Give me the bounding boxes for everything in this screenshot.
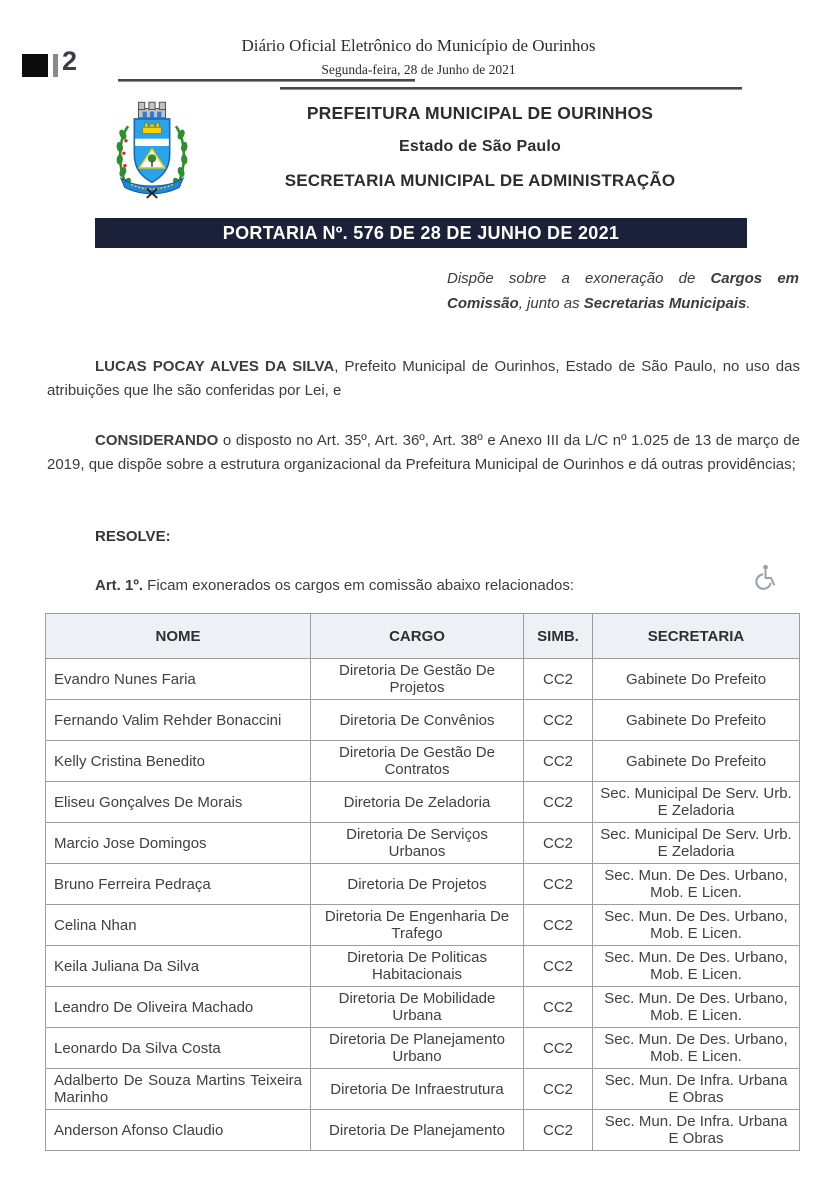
cell-secretaria: Sec. Mun. De Des. Urbano, Mob. E Licen. [593, 987, 800, 1028]
cell-secretaria: Gabinete Do Prefeito [593, 659, 800, 700]
table-row [46, 1110, 800, 1151]
table-row [46, 987, 800, 1028]
cell-simb: CC2 [524, 946, 593, 987]
cell-secretaria: Sec. Mun. De Infra. Urbana E Obras [593, 1069, 800, 1110]
column-header-secretaria: SECRETARIA [593, 614, 800, 659]
gazette-date: Segunda-feira, 28 de Junho de 2021 [321, 62, 516, 77]
considerando-label: CONSIDERANDO [95, 432, 219, 449]
cell-cargo: Diretoria De Gestão De Projetos [311, 659, 524, 700]
masthead-rule-left [118, 79, 415, 82]
article-1-label: Art. 1º. [95, 577, 143, 594]
cell-nome: Leandro De Oliveira Machado [46, 987, 311, 1028]
cell-cargo: Diretoria De Serviços Urbanos [311, 823, 524, 864]
portaria-title-banner: PORTARIA Nº. 576 DE 28 DE JUNHO DE 2021 [95, 218, 747, 248]
cell-simb: CC2 [524, 987, 593, 1028]
cell-secretaria: Sec. Mun. De Des. Urbano, Mob. E Licen. [593, 905, 800, 946]
table-row [46, 905, 800, 946]
cell-simb: CC2 [524, 823, 593, 864]
table-row [46, 741, 800, 782]
cell-simb: CC2 [524, 700, 593, 741]
cell-simb: CC2 [524, 741, 593, 782]
cell-nome: Celina Nhan [46, 905, 311, 946]
cell-nome: Marcio Jose Domingos [46, 823, 311, 864]
table-row [46, 1069, 800, 1110]
cell-secretaria: Sec. Mun. De Infra. Urbana E Obras [593, 1110, 800, 1151]
column-header-nome: NOME [46, 614, 311, 659]
table-row [46, 823, 800, 864]
cell-simb: CC2 [524, 782, 593, 823]
mayor-name: LUCAS POCAY ALVES DA SILVA [95, 358, 335, 375]
ementa-paragraph [447, 266, 799, 316]
cell-cargo: Diretoria De Convênios [311, 700, 524, 741]
cell-cargo: Diretoria De Mobilidade Urbana [311, 987, 524, 1028]
exoneration-table [45, 613, 800, 1151]
ementa-text-2: , junto as [518, 295, 584, 312]
cell-nome: Leonardo Da Silva Costa [46, 1028, 311, 1069]
cell-secretaria: Sec. Mun. De Des. Urbano, Mob. E Licen. [593, 864, 800, 905]
prefeitura-heading: PREFEITURA MUNICIPAL DE OURINHOS [306, 103, 654, 123]
cell-cargo: Diretoria De Zeladoria [311, 782, 524, 823]
gazette-title: Diário Oficial Eletrônico do Município de Ourinhos [241, 36, 596, 55]
cell-nome: Anderson Afonso Claudio [46, 1110, 311, 1151]
cell-simb: CC2 [524, 1069, 593, 1110]
cell-cargo: Diretoria De Projetos [311, 864, 524, 905]
cell-simb: CC2 [524, 659, 593, 700]
cell-nome: Keila Juliana Da Silva [46, 946, 311, 987]
ementa-bold-1: Cargos em Comissão [447, 270, 799, 312]
preamble-text: , Prefeito Municipal de Ourinhos, Estado de São Paulo, no uso das atribuições que lhe são conferidas por Lei, e [47, 358, 800, 399]
cell-nome: Bruno Ferreira Pedraça [46, 864, 311, 905]
cell-cargo: Diretoria De Planejamento [311, 1110, 524, 1151]
table-row [46, 864, 800, 905]
cell-nome: Fernando Valim Rehder Bonaccini [46, 700, 311, 741]
cell-secretaria: Gabinete Do Prefeito [593, 741, 800, 782]
table-row [46, 700, 800, 741]
cell-cargo: Diretoria De Politicas Habitacionais [311, 946, 524, 987]
cell-secretaria: Sec. Mun. De Des. Urbano, Mob. E Licen. [593, 1028, 800, 1069]
table-header-row [46, 614, 800, 659]
cell-cargo: Diretoria De Infraestrutura [311, 1069, 524, 1110]
cell-cargo: Diretoria De Gestão De Contratos [311, 741, 524, 782]
cell-secretaria: Gabinete Do Prefeito [593, 700, 800, 741]
cell-nome: Eliseu Gonçalves De Morais [46, 782, 311, 823]
column-header-cargo: CARGO [311, 614, 524, 659]
wheelchair-accessibility-icon[interactable] [753, 563, 777, 591]
secretaria-heading: SECRETARIA MUNICIPAL DE ADMINISTRAÇÃO [284, 171, 676, 190]
table-row [46, 1028, 800, 1069]
column-header-simb: SIMB. [524, 614, 593, 659]
cell-cargo: Diretoria De Planejamento Urbano [311, 1028, 524, 1069]
cell-simb: CC2 [524, 1028, 593, 1069]
considerando-text: o disposto no Art. 35º, Art. 36º, Art. 38º e Anexo III da L/C nº 1.025 de 13 de março de 2019, que dispõe sobre a estrutura organizacional da Prefeitura Municipal de Ourinhos e dá outras providências; [47, 432, 800, 473]
cell-simb: CC2 [524, 864, 593, 905]
cell-nome: Evandro Nunes Faria [46, 659, 311, 700]
masthead-rule-right [280, 87, 742, 90]
table-row [46, 659, 800, 700]
cell-nome: Adalberto De Souza Martins Teixeira Marinho [46, 1069, 311, 1110]
ementa-bold-2: Secretarias Municipais [583, 295, 747, 312]
cell-simb: CC2 [524, 1110, 593, 1151]
estado-heading: Estado de São Paulo [398, 138, 562, 155]
table-row [46, 782, 800, 823]
cell-secretaria: Sec. Municipal De Serv. Urb. E Zeladoria [593, 823, 800, 864]
resolve-label: RESOLVE: [95, 528, 171, 545]
cell-secretaria: Sec. Mun. De Des. Urbano, Mob. E Licen. [593, 946, 800, 987]
article-1-paragraph [47, 574, 757, 598]
ementa-text-3: . [746, 295, 751, 312]
cell-simb: CC2 [524, 905, 593, 946]
article-1-text: Ficam exonerados os cargos em comissão abaixo relacionados: [143, 577, 575, 594]
page-number: 2 [62, 46, 78, 76]
considerando-paragraph [47, 429, 800, 477]
cell-secretaria: Sec. Municipal De Serv. Urb. E Zeladoria [593, 782, 800, 823]
cell-cargo: Diretoria De Engenharia De Trafego [311, 905, 524, 946]
ementa-text-1: Dispõe sobre a exoneração de [447, 270, 711, 287]
cell-nome: Kelly Cristina Benedito [46, 741, 311, 782]
table-row [46, 946, 800, 987]
preamble-paragraph [47, 355, 800, 403]
